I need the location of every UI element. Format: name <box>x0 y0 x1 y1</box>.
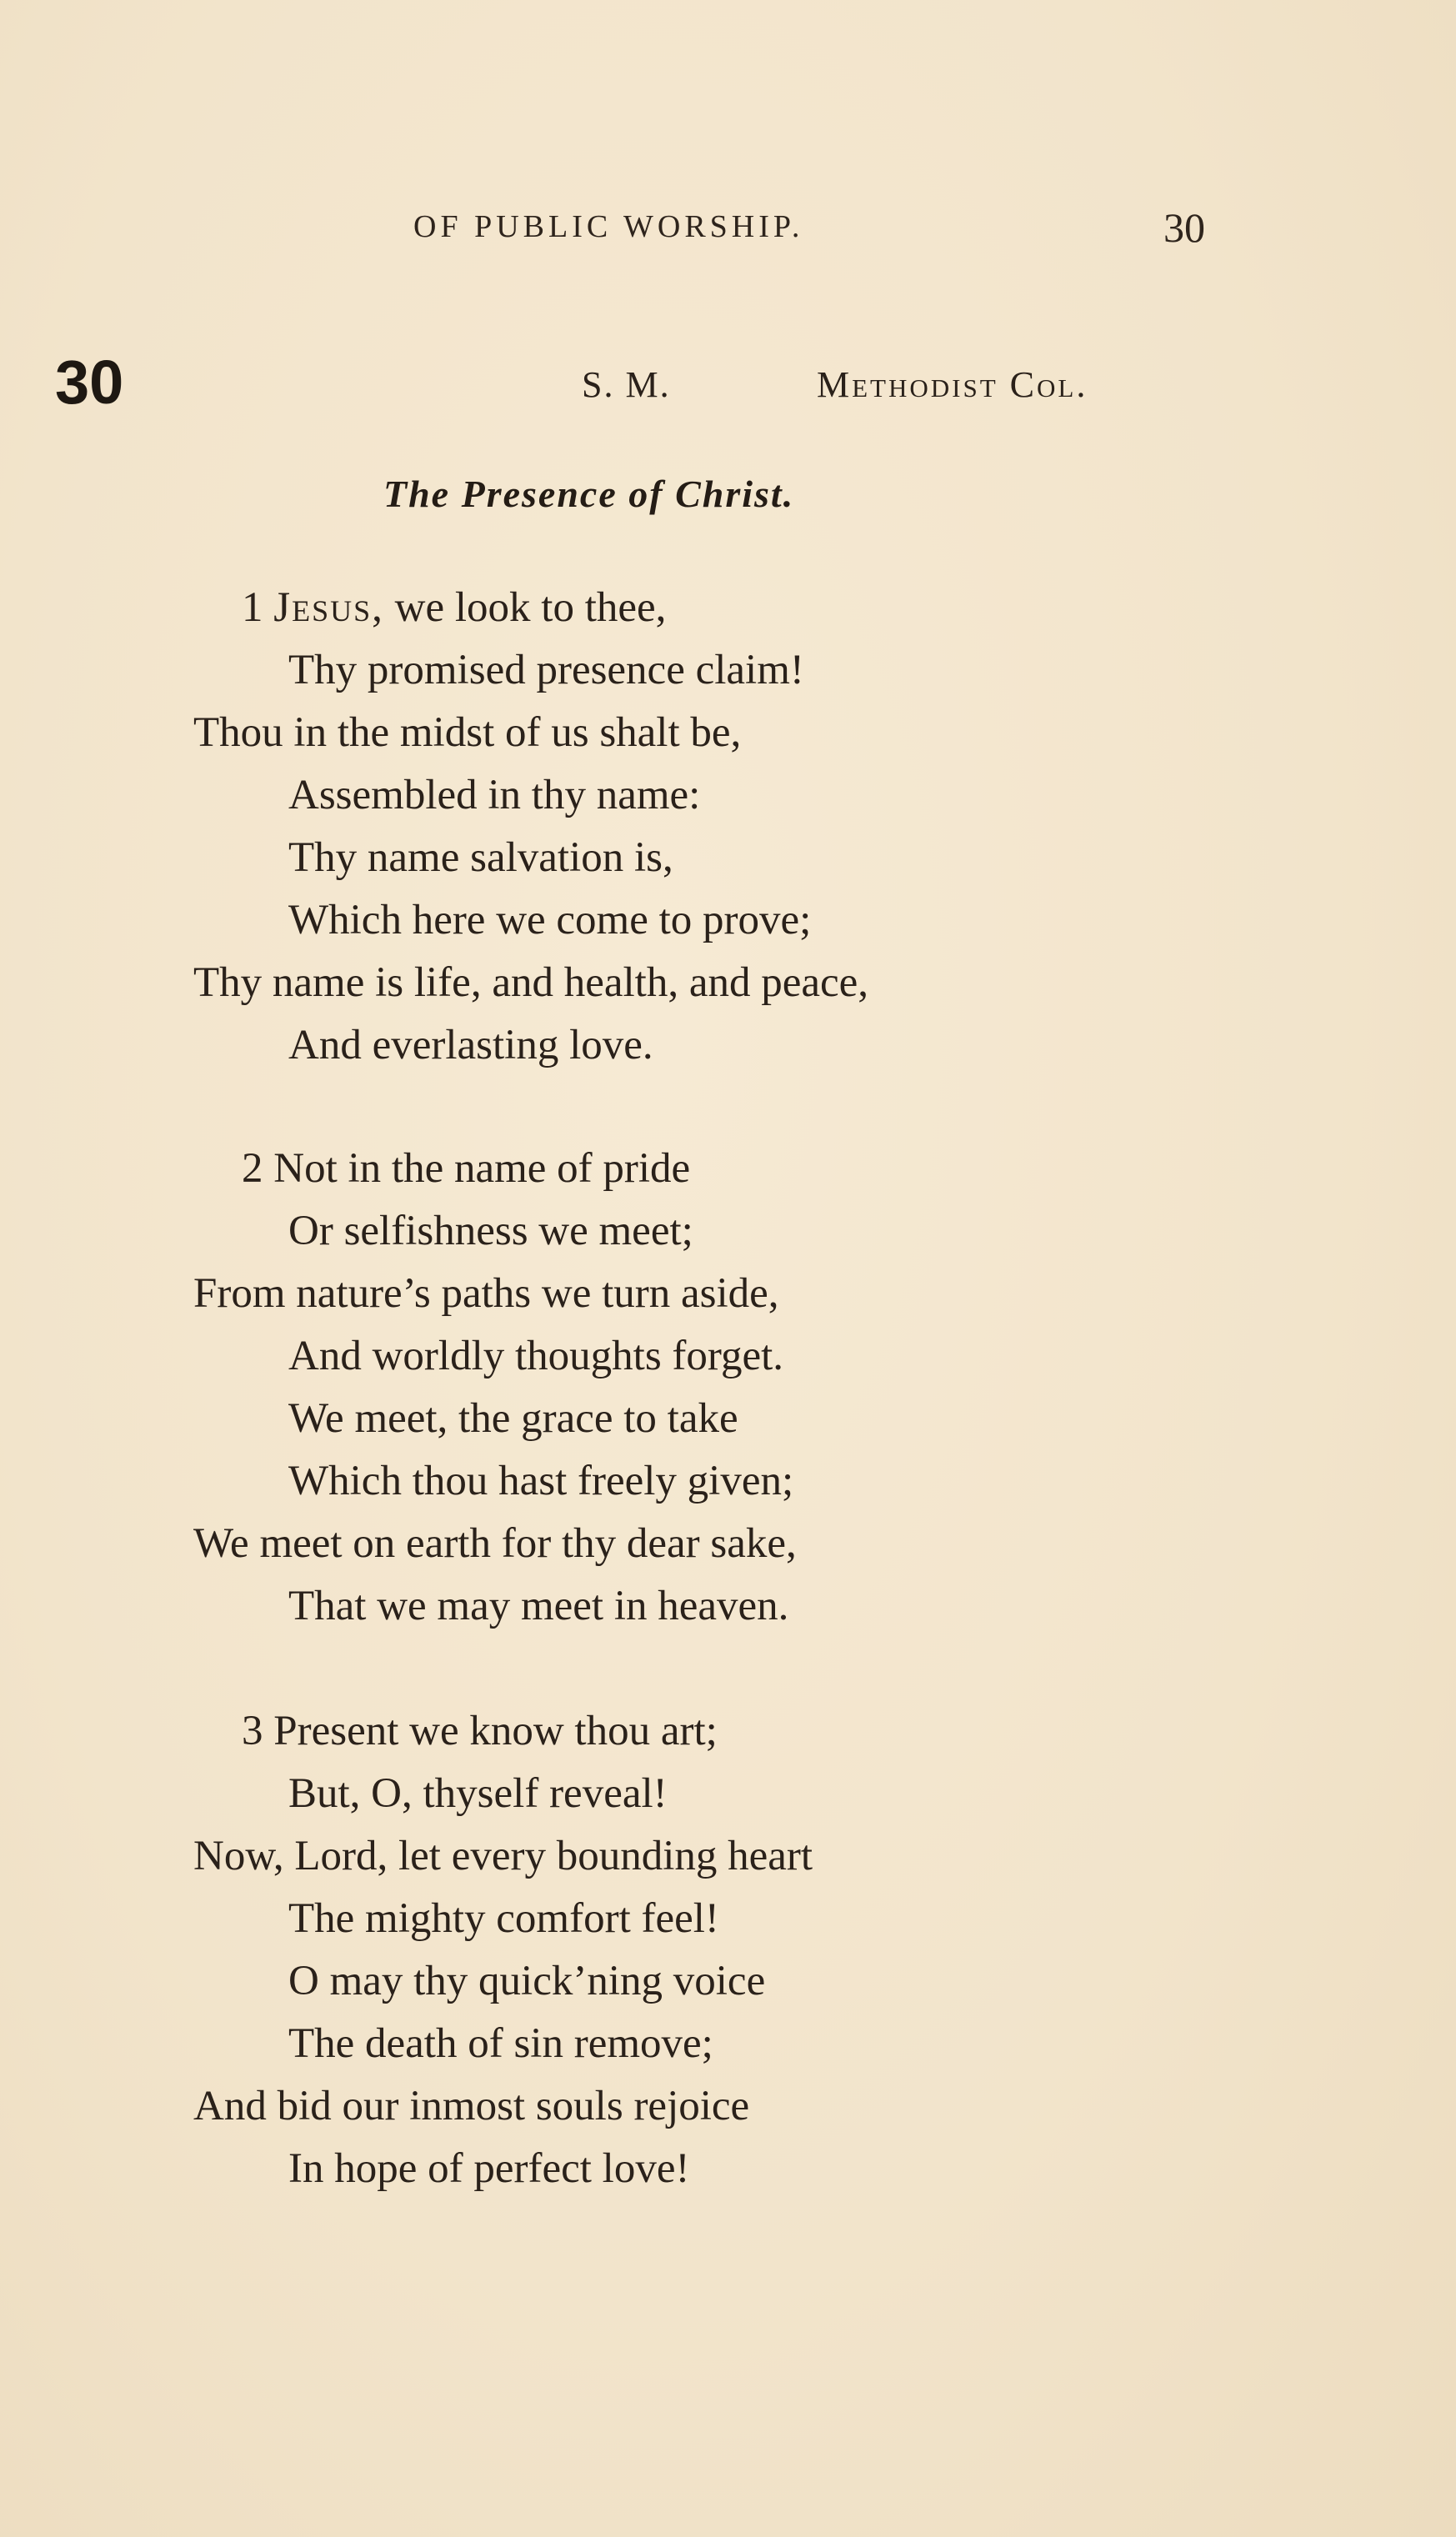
stanza-line: Which thou hast freely given; <box>288 1458 794 1504</box>
stanza-line: Which here we come to prove; <box>288 897 812 943</box>
stanza-line: Thy promised presence claim! <box>288 647 804 693</box>
stanza-line: We meet, the grace to take <box>288 1395 738 1442</box>
stanza-line: From nature’s paths we turn aside, <box>193 1270 779 1317</box>
page-number: 30 <box>1163 204 1205 251</box>
stanza-line: Now, Lord, let every bounding heart <box>193 1833 813 1879</box>
first-word: Jesus, <box>273 584 384 631</box>
first-line: Not in the name of pride <box>273 1145 691 1192</box>
stanza-line: The mighty comfort feel! <box>288 1895 719 1942</box>
hymn-title: The Presence of Christ. <box>383 473 795 515</box>
stanza-number: 2 <box>242 1145 263 1192</box>
stanza-line: Thy name is life, and health, and peace, <box>193 959 868 1006</box>
running-head: OF PUBLIC WORSHIP. <box>413 209 804 244</box>
stanza-number: 3 <box>242 1708 263 1754</box>
first-line: Present we know thou art; <box>273 1708 718 1754</box>
stanza-line: And bid our inmost souls rejoice <box>193 2083 750 2129</box>
stanza-line <box>242 1707 718 1755</box>
hymn-meter: S. M. <box>582 364 671 405</box>
hymn-source: Methodist Col. <box>817 364 1088 405</box>
stanza-line <box>242 1144 690 1193</box>
stanza-line: Assembled in thy name: <box>288 772 701 818</box>
stanza-number: 1 <box>242 584 263 631</box>
stanza-line: And worldly thoughts forget. <box>288 1333 784 1379</box>
first-line-rest: we look to thee, <box>383 584 667 631</box>
stanza-line: Thy name salvation is, <box>288 834 673 881</box>
stanza-line <box>242 583 666 632</box>
stanza-line: In hope of perfect love! <box>288 2145 690 2192</box>
stanza-line: O may thy quick’ning voice <box>288 1958 766 2004</box>
hymn-number: 30 <box>55 348 124 417</box>
stanza-line: But, O, thyself reveal! <box>288 1770 668 1817</box>
stanza-line: And everlasting love. <box>288 1022 653 1068</box>
stanza-line: We meet on earth for thy dear sake, <box>193 1520 797 1567</box>
stanza-line: The death of sin remove; <box>288 2020 713 2067</box>
stanza-line: That we may meet in heaven. <box>288 1583 789 1629</box>
stanza-line: Or selfishness we meet; <box>288 1208 693 1254</box>
stanza-line: Thou in the midst of us shalt be, <box>193 709 742 756</box>
